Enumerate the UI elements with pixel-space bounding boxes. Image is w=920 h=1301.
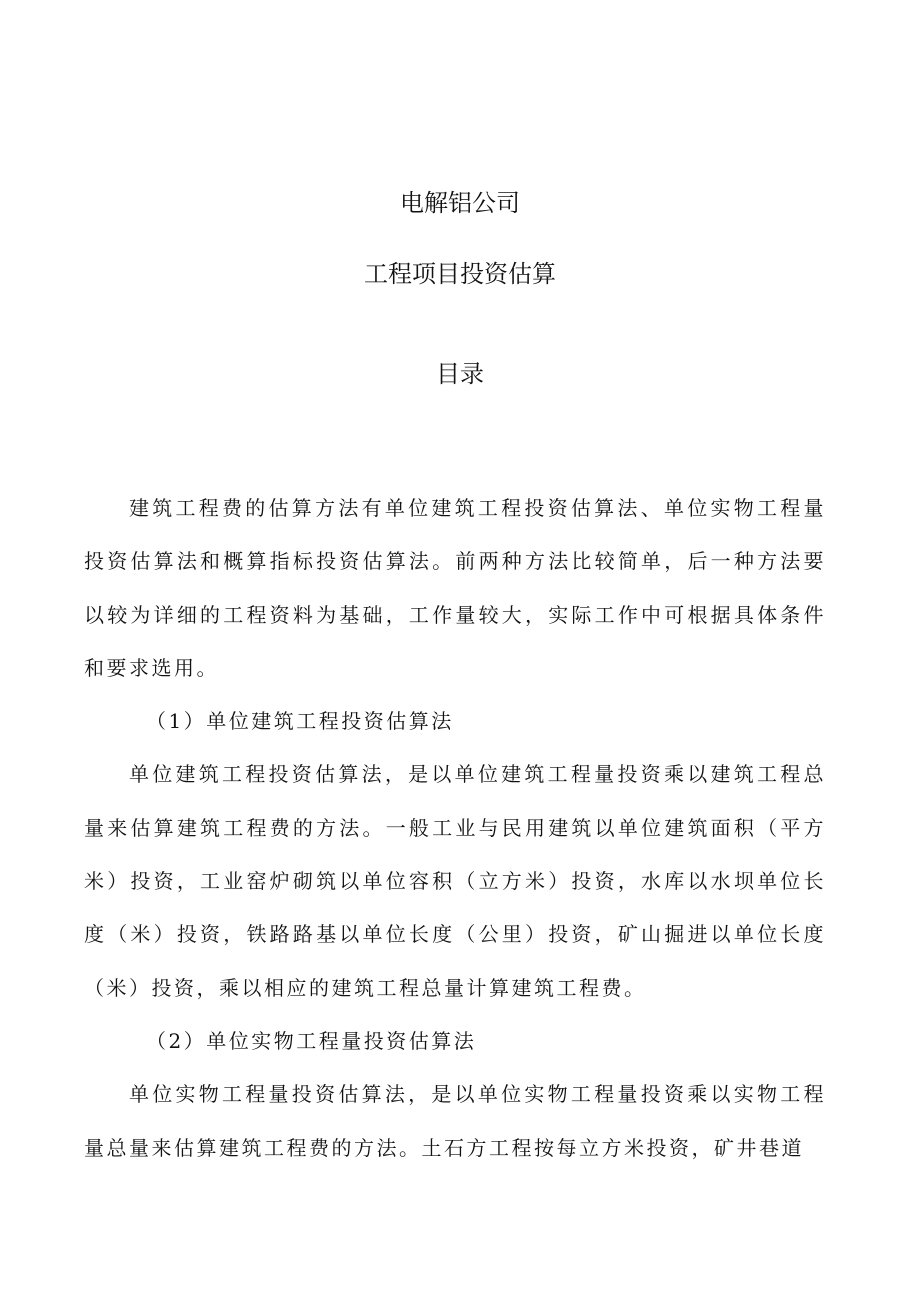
- section-heading-2: （2）单位实物工程量投资估算法: [146, 1028, 477, 1053]
- document-body: [84, 482, 826, 1175]
- section-heading-1: （1）单位建筑工程投资估算法: [146, 709, 454, 734]
- toc-heading: 目录: [436, 360, 484, 388]
- paragraph-unit-building: 单位建筑工程投资估算法，是以单位建筑工程量投资乘以建筑工程总量来估算建筑工程费的方法。一般工业与民用建筑以单位建筑面积（平方米）投资，工业窑炉砌筑以单位容积（立方米）投资，水库以水坝单位长度（米）投资，铁路路基以单位长度（公里）投资，矿山掘进以单位长度（米）投资，乘以相应的建筑工程总量计算建筑工程费。: [84, 762, 826, 1000]
- document-subtitle: 工程项目投资估算: [364, 260, 556, 288]
- paragraph-unit-physical: 单位实物工程量投资估算法，是以单位实物工程量投资乘以实物工程量总量来估算建筑工程费的方法。土石方工程按每立方米投资，矿井巷道: [84, 1082, 826, 1160]
- paragraph-intro: 建筑工程费的估算方法有单位建筑工程投资估算法、单位实物工程量投资估算法和概算指标投资估算法。前两种方法比较简单，后一种方法要以较为详细的工程资料为基础，工作量较大，实际工作中可根据具体条件和要求选用。: [84, 496, 826, 680]
- document-title: 电解铝公司: [400, 189, 520, 217]
